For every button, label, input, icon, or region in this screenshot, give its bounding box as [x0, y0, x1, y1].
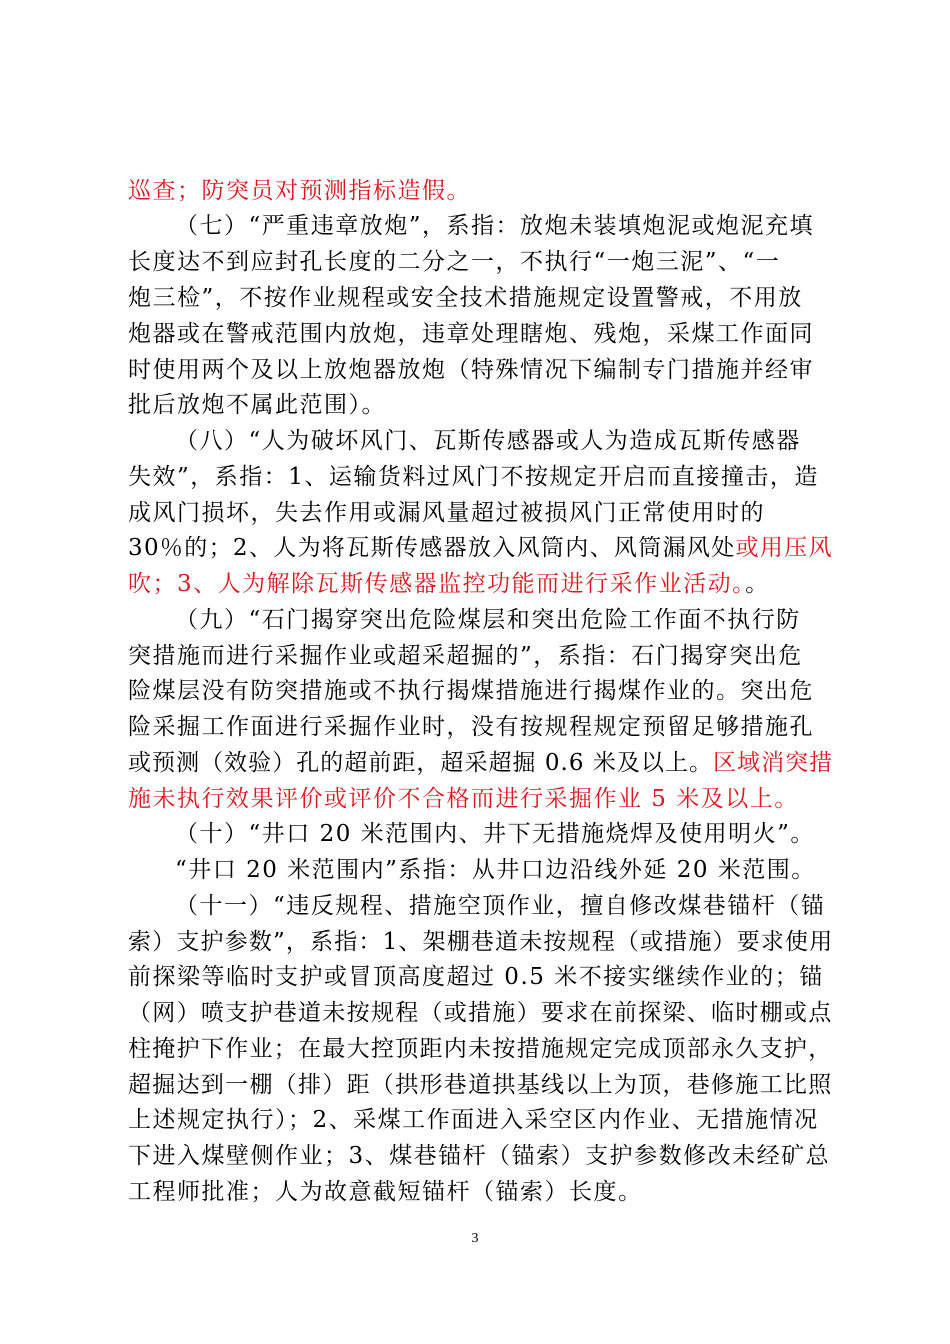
text-line: [128, 175, 833, 207]
text-segment: 柱掩护下作业；在最大控顶距内未按措施规定完成顶部永久支护，: [128, 1036, 833, 1062]
text-segment: 长度达不到应封孔长度的二分之一，不执行“一炮三泥”、“一: [128, 249, 781, 275]
text-line: [175, 890, 835, 922]
text-segment: （十一）“违反规程、措施空顶作业，擅自修改煤巷锚杆（锚: [175, 893, 826, 919]
highlighted-text: 施未执行效果评价或评价不合格而进行采掘作业 5 米及以上。: [128, 786, 799, 812]
text-line: [128, 354, 833, 386]
text-segment: 炮器或在警戒范围内放炮，违章处理瞎炮、残炮，采煤工作面同: [128, 321, 814, 347]
text-line: [128, 246, 833, 278]
text-line: [128, 1140, 833, 1172]
text-segment: 超掘达到一棚（排）距（拱形巷道拱基线以上为顶，巷修施工比照: [128, 1072, 833, 1098]
text-segment: 下进入煤壁侧作业；3、煤巷锚杆（锚索）支护参数修改未经矿总: [128, 1143, 831, 1169]
text-segment: 批后放炮不属此范围）。: [128, 392, 386, 418]
text-segment: 险煤层没有防突措施或不执行揭煤措施进行揭煤作业的。突出危: [128, 678, 814, 704]
text-segment: 工程师批准；人为故意截短锚杆（锚索）长度。: [128, 1179, 643, 1205]
text-line: [128, 389, 833, 421]
text-segment: （八）“人为破坏风门、瓦斯传感器或人为造成瓦斯传感器: [175, 428, 801, 454]
text-line: [175, 604, 835, 636]
text-line: [128, 1069, 833, 1101]
text-line: [128, 282, 833, 314]
text-segment: 险采掘工作面进行采掘作业时，没有按规程规定预留足够措施孔: [128, 714, 814, 740]
highlighted-text: 或用压风: [735, 535, 833, 561]
text-line: [128, 640, 833, 672]
text-line: [128, 568, 833, 600]
text-line: [128, 497, 833, 529]
text-line: [128, 926, 833, 958]
text-line: [175, 210, 835, 242]
text-segment: 突措施而进行采掘作业或超采超掘的”，系指：石门揭穿突出危: [128, 643, 803, 669]
text-segment: 或预测（效验）孔的超前距，超采超掘 0.6 米及以上。: [128, 750, 714, 776]
text-segment: 上述规定执行）；2、采煤工作面进入采空区内作业、无措施情况: [128, 1107, 819, 1133]
highlighted-text: 巡查；防突员对预测指标造假。: [128, 178, 471, 204]
highlighted-text: 吹；3、人为解除瓦斯传感器监控功能而进行采作业活动。: [128, 571, 746, 597]
text-line: [175, 854, 835, 886]
text-segment: （七）“严重违章放炮”，系指：放炮未装填炮泥或炮泥充填: [175, 213, 815, 239]
text-line: [175, 818, 835, 850]
page-number: 3: [471, 1231, 479, 1246]
text-line: [128, 711, 833, 743]
text-segment: （网）喷支护巷道未按规程（或措施）要求在前探梁、临时棚或点: [128, 1000, 833, 1026]
text-line: [128, 461, 833, 493]
text-segment: 时使用两个及以上放炮器放炮（特殊情况下编制专门措施并经审: [128, 357, 814, 383]
text-line: [128, 532, 833, 564]
text-segment: 30％的；2、人为将瓦斯传感器放入风筒内、风筒漏风处: [128, 535, 736, 561]
text-line: [128, 1033, 833, 1065]
text-segment: 。: [745, 571, 770, 597]
text-segment: 失效”，系指：1、运输货料过风门不按规定开启而直接撞击，造: [128, 464, 819, 490]
text-segment: 炮三检”，不按作业规程或安全技术措施规定设置警戒，不用放: [128, 285, 803, 311]
text-segment: 索）支护参数”，系指：1、架棚巷道未按规程（或措施）要求使用: [128, 929, 833, 955]
text-line: [128, 747, 833, 779]
text-line: [128, 1104, 833, 1136]
text-line: [128, 318, 833, 350]
highlighted-text: 区域消突措: [713, 750, 833, 776]
text-line: [128, 783, 833, 815]
text-segment: “井口 20 米范围内”系指：从井口边沿线外延 20 米范围。: [175, 857, 816, 883]
text-segment: （九）“石门揭穿突出危险煤层和突出危险工作面不执行防: [175, 607, 801, 633]
text-segment: 前探梁等临时支护或冒顶高度超过 0.5 米不接实继续作业的；锚: [128, 964, 824, 990]
text-line: [128, 1176, 833, 1208]
text-line: [128, 997, 833, 1029]
text-line: [128, 675, 833, 707]
text-line: [128, 961, 833, 993]
text-segment: 成风门损坏，失去作用或漏风量超过被损风门正常使用时的: [128, 500, 765, 526]
text-segment: （十）“井口 20 米范围内、井下无措施烧焊及使用明火”。: [175, 821, 815, 847]
text-line: [175, 425, 835, 457]
